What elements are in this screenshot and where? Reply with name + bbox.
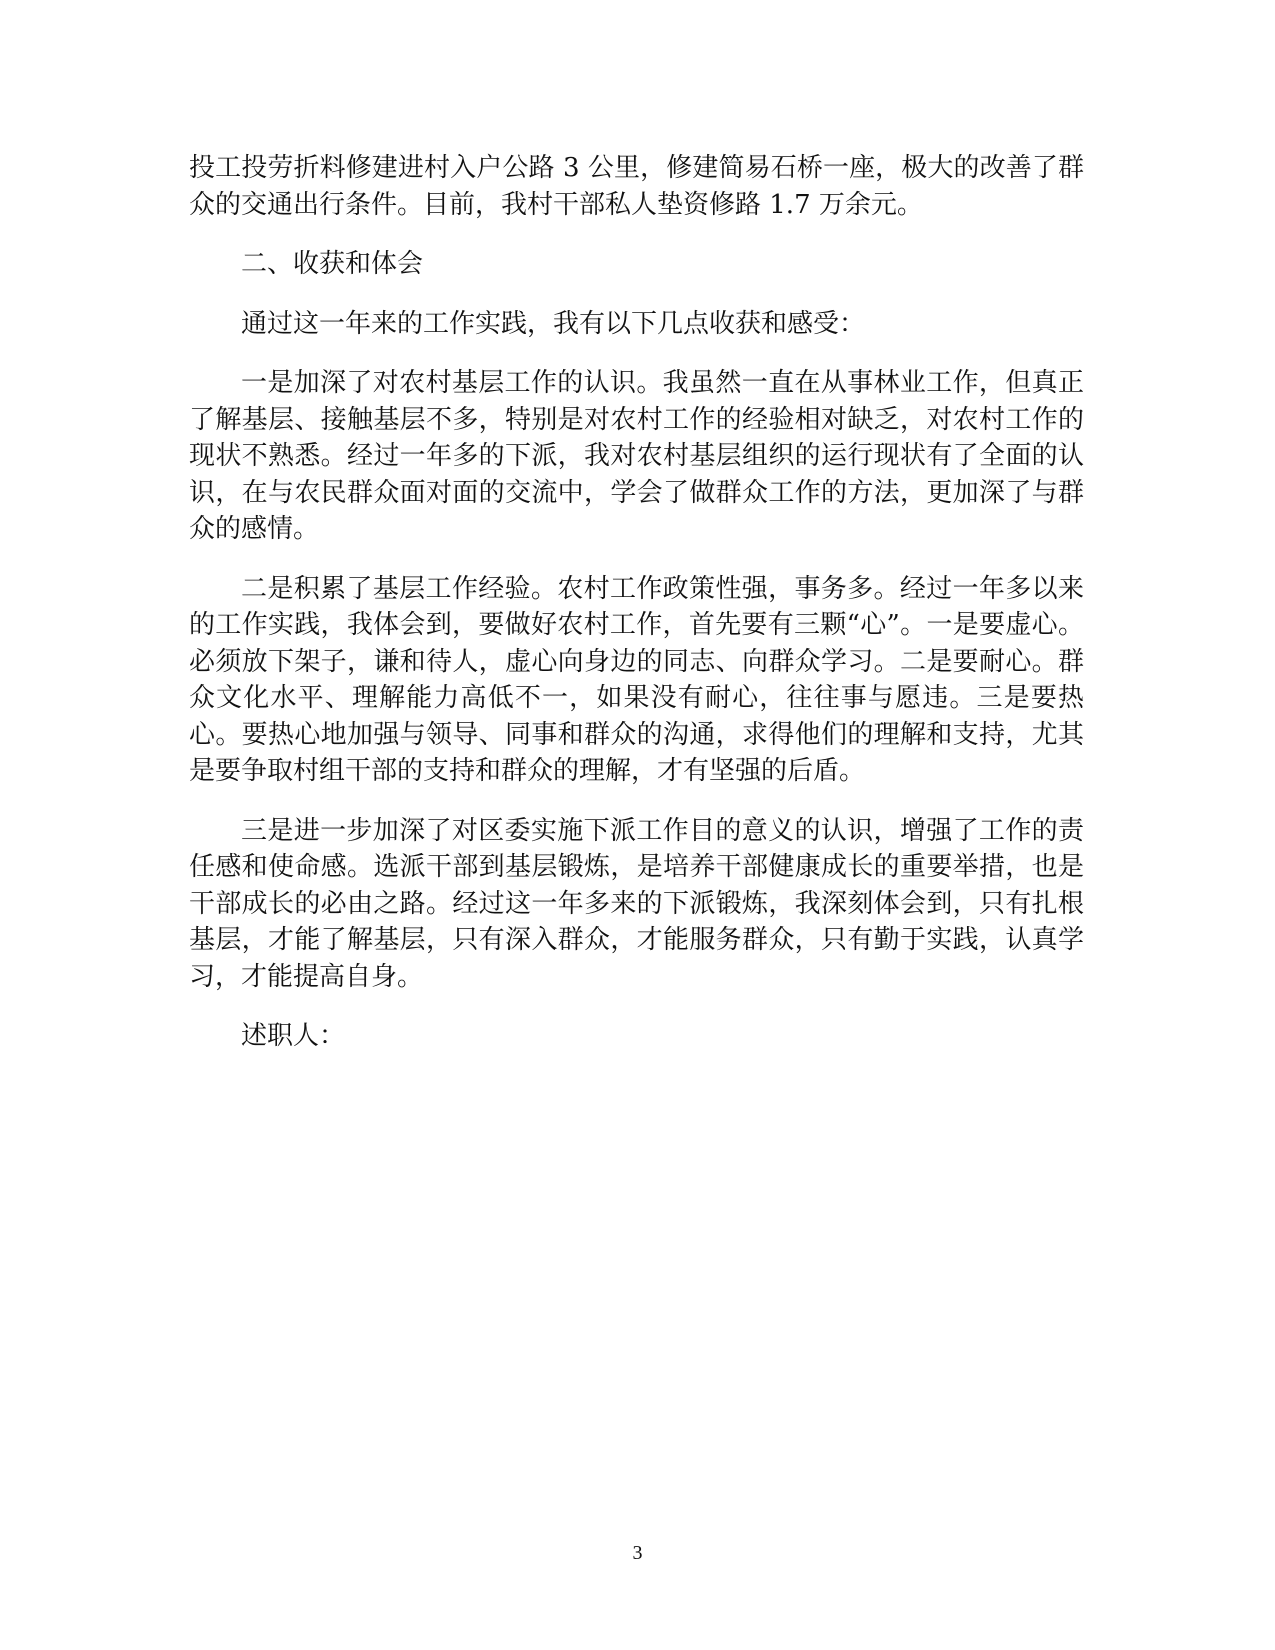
section-heading-gains: 二、收获和体会 [241, 249, 424, 279]
paragraph-point-one: 一是加深了对农村基层工作的认识。我虽然一直在从事林业工作，但真正了解基层、接触基层不多，特别是对农村工作的经验相对缺乏，对农村工作的现状不熟悉。经过一年多的下派，我对农村基层组织的运行现状有了全面的认识，在与农民群众面对面的交流中，学会了做群众工作的方法，更加深了与群众的感情。 [189, 368, 1084, 544]
signature-line: 述职人： [241, 1021, 346, 1051]
paragraph-point-two: 二是积累了基层工作经验。农村工作政策性强，事务多。经过一年多以来的工作实践，我体会到，要做好农村工作，首先要有三颗“心”。一是要虚心。必须放下架子，谦和待人，虚心向身边的同志、向群众学习。二是要耐心。群众文化水平、理解能力高低不一，如果没有耐心，往往事与愿违。三是要热心。要热心地加强与领导、同事和群众的沟通，求得他们的理解和支持，尤其是要争取村组干部的支持和群众的理解，才有坚强的后盾。 [189, 573, 1084, 786]
paragraph-intro: 通过这一年来的工作实践，我有以下几点收获和感受： [241, 308, 866, 339]
document-body [189, 150, 1084, 1078]
paragraph-point-three: 三是进一步加深了对区委实施下派工作目的意义的认识，增强了工作的责任感和使命感。选派干部到基层锻炼，是培养干部健康成长的重要举措，也是干部成长的必由之路。经过这一年多来的下派锻炼，我深刻体会到，只有扎根基层，才能了解基层，只有深入群众，才能服务群众，只有勤于实践，认真学习，才能提高自身。 [189, 815, 1084, 992]
page-number: 3 [632, 1542, 643, 1564]
paragraph-continuation: 投工投劳折料修建进村入户公路 3 公里，修建简易石桥一座，极大的改善了群众的交通出行条件。目前，我村干部私人垫资修路 1.7 万余元。 [189, 153, 1084, 220]
